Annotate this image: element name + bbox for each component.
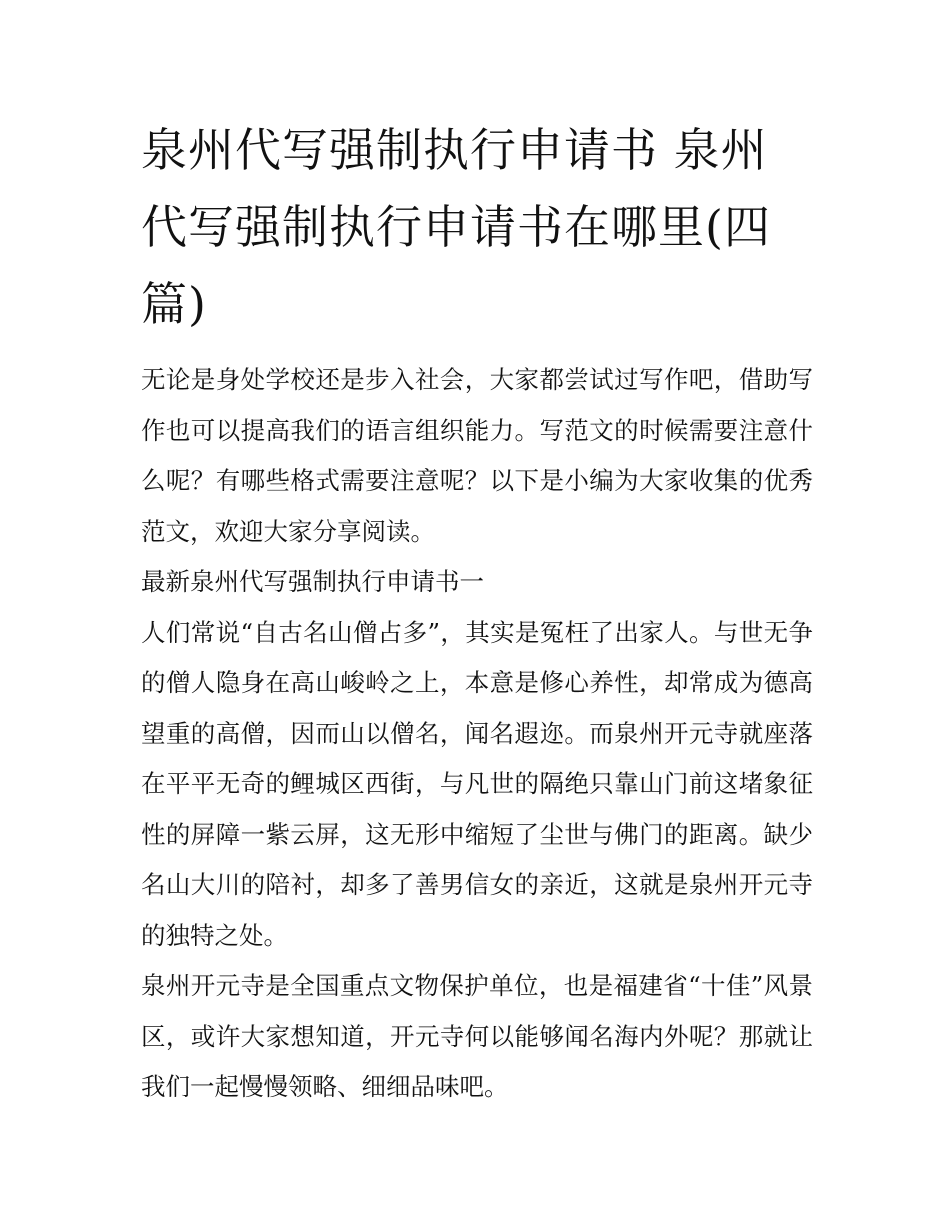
section-heading: 最新泉州代写强制执行申请书一 xyxy=(141,567,484,596)
body-paragraph: 人们常说“自古名山僧占多”，其实是冤枉了出家人。与世无争的僧人隐身在高山峻岭之上，本意是修心养性，却常成为德高望重的高僧，因而山以僧名，闻名遐迩。而泉州开元寺就座落在平平无奇的鲤城区西街，与凡世的隔绝只靠山门前这堵象征性的屏障一紫云屏，这无形中缩短了尘世与佛门的距离。缺少名山大川的陪衬，却多了善男信女的亲近，这就是泉州开元寺的独特之处。 xyxy=(141,617,813,950)
document-title: 泉州代写强制执行申请书 泉州代写强制执行申请书在哪里(四篇) xyxy=(141,123,771,331)
body-paragraph: 泉州开元寺是全国重点文物保护单位，也是福建省“十佳”风景区，或许大家想知道，开元寺何以能够闻名海内外呢？那就让我们一起慢慢领略、细细品味吧。 xyxy=(141,971,813,1101)
document-page xyxy=(141,112,813,1113)
intro-paragraph: 无论是身处学校还是步入社会，大家都尝试过写作吧，借助写作也可以提高我们的语言组织能力。写范文的时候需要注意什么呢？有哪些格式需要注意呢？以下是小编为大家收集的优秀范文，欢迎大家分享阅读。 xyxy=(141,365,813,546)
